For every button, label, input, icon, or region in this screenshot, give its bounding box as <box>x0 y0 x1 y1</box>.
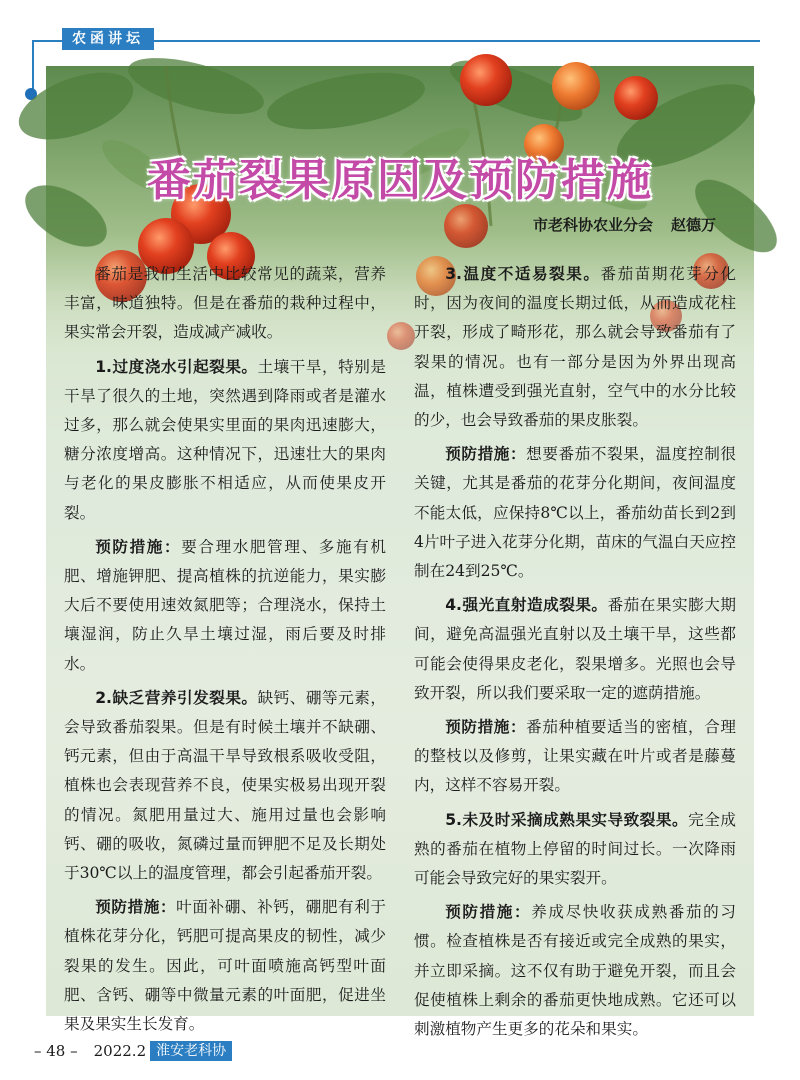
paragraph: 1.过度浇水引起裂果。土壤干旱，特别是干旱了很久的土地，突然遇到降雨或者是灌水过多，那么就会使果实里面的果肉迅速膨大，糖分浓度增高。这种情况下，迅速壮大的果肉与老化的果皮膨胀不相适应，从而使果皮开裂。 <box>64 357 386 522</box>
paragraph: 3.温度不适易裂果。番茄苗期花芽分化时，因为夜间的温度长期过低，从而造成花柱开裂，形成了畸形花，那么就会导致番茄有了裂果的情况。也有一部分是因为外界出现高温，植株遭受到强光直射，空气中的水分比较的少，也会导致番茄的果皮胀裂。 <box>414 265 736 430</box>
author-name: 赵德万 <box>670 216 716 234</box>
paragraph-heading: 1.过度浇水引起裂果。 <box>95 357 258 376</box>
page-number: – 48 – <box>34 1042 78 1060</box>
paragraph-heading: 预防措施： <box>445 445 527 464</box>
paragraph: 番茄是我们生活中比较常见的蔬菜，营养丰富，味道独特。但是在番茄的栽种过程中，果实常会开裂，造成减产减收。 <box>64 265 386 342</box>
article-columns <box>64 260 736 1044</box>
left-column <box>64 260 386 1044</box>
author-org: 市老科协农业分会 <box>532 216 653 234</box>
paragraph-heading: 2.缺乏营养引发裂果。 <box>95 688 258 707</box>
article-panel <box>46 66 754 1039</box>
section-tag: 农函讲坛 <box>62 28 154 50</box>
magazine-name: 淮安老科协 <box>150 1041 232 1061</box>
paragraph: 预防措施：番茄种植要适当的密植，合理的整枝以及修剪，让果实藏在叶片或者是藤蔓内，这样不容易开裂。 <box>414 718 736 795</box>
article-title: 番茄裂果原因及预防措施 <box>147 155 653 206</box>
issue-number: 2022.2 <box>93 1042 147 1060</box>
paragraph: 5.未及时采摘成熟果实导致裂果。完全成熟的番茄在植物上停留的时间过长。一次降雨可能会导致完好的果实裂开。 <box>414 810 736 888</box>
paragraph: 预防措施：要合理水肥管理、多施有机肥、增施钾肥、提高植株的抗逆能力，果实膨大后不要使用速效氮肥等；合理浇水，保持土壤湿润，防止久旱土壤过湿，雨后要及时排水。 <box>64 537 386 673</box>
paragraph-heading: 预防措施： <box>445 903 532 922</box>
paragraph-heading: 预防措施： <box>445 718 527 737</box>
paragraph: 4.强光直射造成裂果。番茄在果实膨大期间，避免高温强光直射以及土壤干旱，这些都可能会使得果皮老化，裂果增多。光照也会导致开裂，所以我们要采取一定的遮荫措施。 <box>414 596 736 702</box>
paragraph: 2.缺乏营养引发裂果。缺钙、硼等元素，会导致番茄裂果。但是有时候土壤并不缺硼、钙元素，但由于高温干旱导致根系吸收受阻，植株也会表现营养不良，使果实极易出现开裂的情况。氮肥用量过大、施用过量也会影响钙、硼的吸收，氮磷过量而钾肥不足及长期处于30℃以上的温度管理，都会引起番茄开裂。 <box>64 688 386 883</box>
paragraph-heading: 预防措施： <box>95 898 177 917</box>
header-vertical-rule <box>32 40 34 92</box>
paragraph-heading: 预防措施： <box>95 537 182 556</box>
paragraph-heading: 5.未及时采摘成熟果实导致裂果。 <box>445 810 689 829</box>
paragraph: 预防措施：养成尽快收获成熟番茄的习惯。检查植株是否有接近或完全成熟的果实，并立即采摘。这不仅有助于避免开裂，而且会促使植株上剩余的番茄更快地成熟。它还可以刺激植物产生更多的花朵和果实。 <box>414 903 736 1039</box>
right-column <box>414 260 736 1044</box>
byline <box>46 214 746 235</box>
page-footer <box>34 1040 232 1062</box>
paragraph: 预防措施：想要番茄不裂果，温度控制很关键，尤其是番茄的花芽分化期间，夜间温度不能太低，应保持8℃以上，番茄幼苗长到2到4片叶子进入花芽分化期，苗床的气温白天应控制在24到25℃。 <box>414 445 736 581</box>
paragraph-heading: 3.温度不适易裂果。 <box>445 265 601 283</box>
paragraph: 预防措施：叶面补硼、补钙，硼肥有利于植株花芽分化，钙肥可提高果皮的韧性，减少裂果的发生。因此，可叶面喷施高钙型叶面肥、含钙、硼等中微量元素的叶面肥，促进坐果及果实生长发育。 <box>64 898 386 1034</box>
paragraph-heading: 4.强光直射造成裂果。 <box>445 596 608 615</box>
